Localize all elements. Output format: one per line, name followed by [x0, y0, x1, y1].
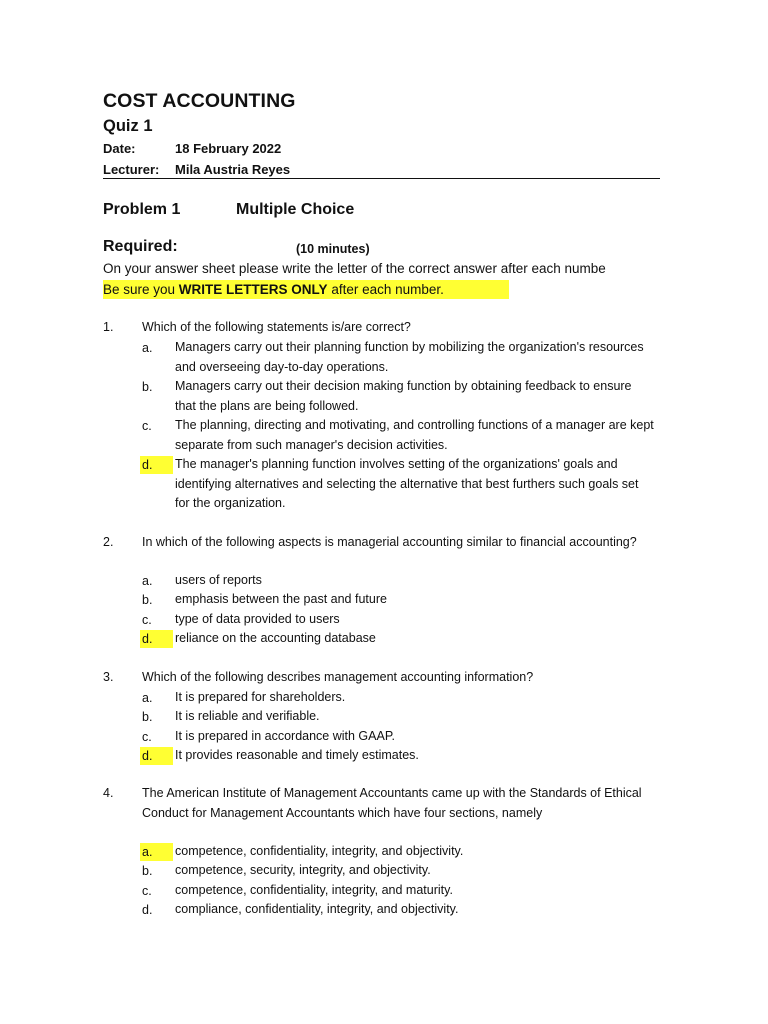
problem-label: Problem 1	[103, 201, 181, 218]
option-text-4c: competence, confidentiality, integrity, and maturity.	[175, 883, 453, 897]
problem-type: Multiple Choice	[236, 201, 355, 218]
option-text-1d: The manager's planning function involves setting of the organizations' goals and identifying alternatives and selecting the alternative that best furthers such goals set for the organization.	[175, 457, 639, 510]
instruction-emphasis: WRITE LETTERS ONLY	[178, 282, 328, 297]
question-text-1: Which of the following statements is/are correct?	[142, 320, 411, 334]
option-text-2d: reliance on the accounting database	[175, 631, 376, 645]
option-text-4a: competence, confidentiality, integrity, and objectivity.	[175, 844, 464, 858]
option-letter-4a-answer: a.	[140, 843, 173, 861]
option-letter-4c: c.	[142, 884, 152, 898]
option-letter-1c: c.	[142, 419, 152, 433]
required-time: (10 minutes)	[296, 242, 370, 256]
instruction-line-1: On your answer sheet please write the letter of the correct answer after each numbe	[103, 261, 606, 276]
question-text-4: The American Institute of Management Accountants came up with the Standards of Ethical Conduct for Management Accountants which have four sections, namely	[142, 786, 642, 820]
header-divider	[103, 178, 660, 179]
quiz-subtitle: Quiz 1	[103, 117, 153, 135]
option-text-1b: Managers carry out their decision making function by obtaining feedback to ensure that the plans are being followed.	[175, 379, 632, 413]
option-text-1c: The planning, directing and motivating, and controlling functions of a manager are kept separate from such manager's decision activities.	[175, 418, 654, 452]
question-number-4: 4.	[103, 786, 114, 800]
option-letter-1b: b.	[142, 380, 153, 394]
option-text-2c: type of data provided to users	[175, 612, 340, 626]
option-letter-2c: c.	[142, 613, 152, 627]
option-text-3c: It is prepared in accordance with GAAP.	[175, 729, 396, 743]
question-number-3: 3.	[103, 670, 114, 684]
question-text-2: In which of the following aspects is managerial accounting similar to financial accounting?	[142, 535, 637, 549]
option-text-3b: It is reliable and verifiable.	[175, 709, 320, 723]
option-text-3a: It is prepared for shareholders.	[175, 690, 346, 704]
option-text-1a: Managers carry out their planning function by mobilizing the organization's resources and overseeing day-to-day operations.	[175, 340, 644, 374]
instruction-prefix: Be sure you	[103, 282, 179, 297]
instruction-line-2	[103, 280, 509, 299]
option-letter-1d-answer: d.	[140, 456, 173, 474]
option-letter-3b: b.	[142, 710, 153, 724]
option-letter-4d: d.	[142, 903, 153, 917]
option-text-2a: users of reports	[175, 573, 262, 587]
required-label: Required:	[103, 238, 178, 255]
lecturer-label: Lecturer:	[103, 162, 160, 177]
lecturer-value: Mila Austria Reyes	[175, 162, 291, 177]
option-text-2b: emphasis between the past and future	[175, 592, 387, 606]
instruction-suffix: after each number.	[327, 282, 444, 297]
option-letter-2d-answer: d.	[140, 630, 173, 648]
option-letter-1a: a.	[142, 341, 153, 355]
option-letter-3c: c.	[142, 730, 152, 744]
date-value: 18 February 2022	[175, 141, 282, 156]
option-letter-3d-answer: d.	[140, 747, 173, 765]
document-title: COST ACCOUNTING	[103, 90, 296, 112]
option-text-4b: competence, security, integrity, and objectivity.	[175, 863, 431, 877]
question-text-3: Which of the following describes management accounting information?	[142, 670, 534, 684]
option-letter-4b: b.	[142, 864, 153, 878]
option-letter-2b: b.	[142, 593, 153, 607]
option-letter-3a: a.	[142, 691, 153, 705]
question-number-2: 2.	[103, 535, 114, 549]
date-label: Date:	[103, 141, 136, 156]
question-number-1: 1.	[103, 320, 114, 334]
option-text-3d: It provides reasonable and timely estimates.	[175, 748, 419, 762]
option-text-4d: compliance, confidentiality, integrity, and objectivity.	[175, 902, 459, 916]
option-letter-2a: a.	[142, 574, 153, 588]
